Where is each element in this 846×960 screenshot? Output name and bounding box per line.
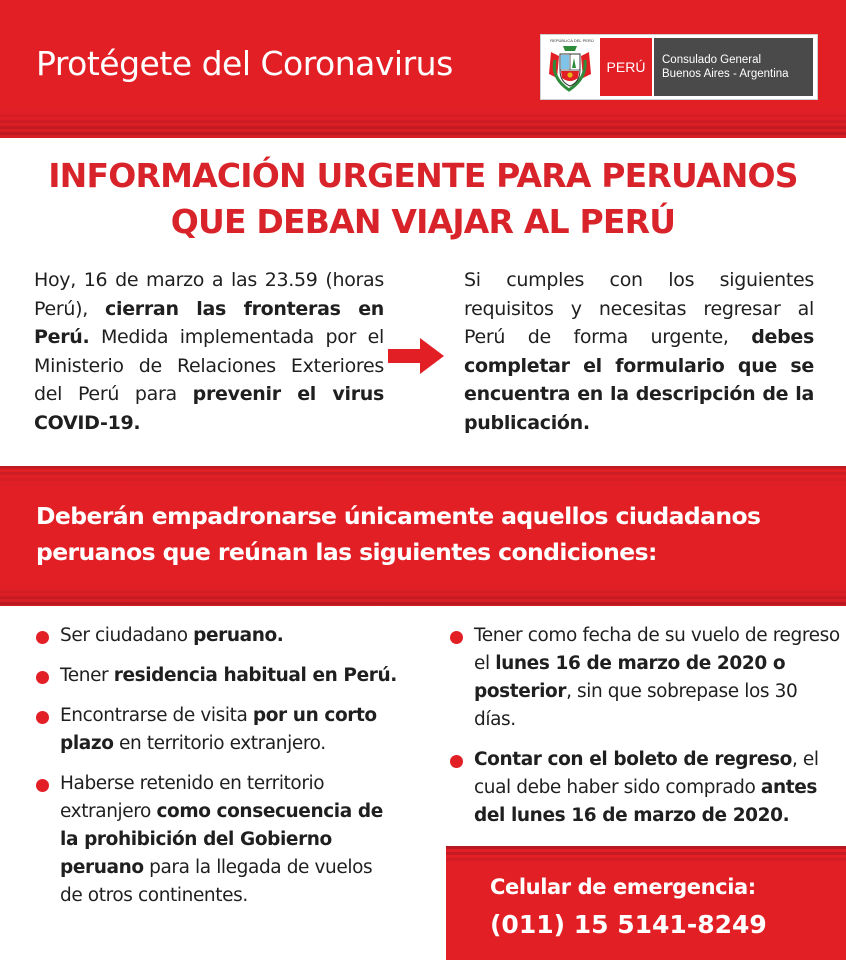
conditions-list-left xyxy=(34,622,434,910)
list-item-text: Haberse retenido en territorio extranjero xyxy=(60,773,325,822)
logo-country: PERÚ xyxy=(600,38,652,96)
conditions-heading-line1: Deberán empadronarse únicamente aquellos ciudadanos xyxy=(36,502,761,530)
conditions-band-top-fade xyxy=(0,466,846,488)
list-item-text: Tener como fecha de su vuelo de regreso el xyxy=(474,625,840,674)
intro-left-segment-bold: prevenir el virus COVID-19. xyxy=(34,383,384,434)
list-item xyxy=(34,662,434,690)
intro-left-segment: Hoy, 16 de marzo a las 23.59 (horas Perú), xyxy=(34,269,384,320)
bullet-dot-icon xyxy=(450,631,463,644)
header-stripes-fade xyxy=(0,108,846,138)
urgent-headline-line2: QUE DEBAN VIAJAR AL PERÚ xyxy=(170,202,676,241)
conditions-heading-line2: peruanos que reúnan las siguientes condiciones: xyxy=(36,538,657,566)
logo-office xyxy=(654,38,813,96)
conditions-band-bottom-fade xyxy=(0,584,846,606)
intro-left-segment: Medida implementada por el Ministerio de Relaciones Exteriores del Perú para xyxy=(34,326,384,406)
emergency-box-fade xyxy=(446,846,846,866)
list-item xyxy=(34,702,434,758)
intro-right-segment-bold: debes completar el formulario que se encuentra en la descripción de la publicación. xyxy=(464,326,814,434)
bullet-dot-icon xyxy=(36,631,49,644)
list-item-text-bold: como consecuencia de la prohibición del Gobierno peruano xyxy=(60,801,383,878)
bullet-dot-icon xyxy=(36,779,49,792)
list-item-text: en territorio extranjero. xyxy=(113,733,326,754)
logo-caption: REPÚBLICA DEL PERÚ xyxy=(550,38,594,43)
list-item-text-bold: residencia habitual en Perú. xyxy=(113,665,397,686)
logo-office-line2: Buenos Aires - Argentina xyxy=(662,68,789,80)
intro-left-segment-bold: cierran las fronteras en Perú. xyxy=(34,297,385,349)
emergency-phone[interactable]: (011) 15 5141-8249 xyxy=(490,910,767,939)
list-item-text: para la llegada de vuelos de otros continentes. xyxy=(60,857,373,906)
intro-right-segment: Si cumples con los siguientes requisitos y necesitas regresar al Perú de forma urgente, xyxy=(464,269,814,349)
right-arrow-icon xyxy=(386,334,446,378)
list-item xyxy=(34,770,434,910)
bullet-dot-icon xyxy=(450,755,463,768)
emergency-label: Celular de emergencia: xyxy=(490,875,756,899)
list-item xyxy=(448,622,840,734)
list-item xyxy=(34,622,434,650)
bullet-dot-icon xyxy=(36,671,49,684)
list-item-text: Tener xyxy=(60,665,114,686)
list-item-text: Ser ciudadano xyxy=(60,625,194,646)
peru-coat-of-arms-icon xyxy=(541,35,599,99)
list-item-text: , sin que sobrepase los 30 días. xyxy=(474,681,798,730)
list-item-text-bold: Contar con el boleto de regreso xyxy=(474,749,792,770)
consulate-logo xyxy=(540,34,818,100)
list-item-text-bold: lunes 16 de marzo de 2020 o posterior xyxy=(474,653,786,702)
urgent-headline-line1: INFORMACIÓN URGENTE PARA PERUANOS xyxy=(48,156,798,195)
bullet-dot-icon xyxy=(36,711,49,724)
campaign-title: Protégete del Coronavirus xyxy=(36,44,453,83)
list-item-text-bold: por un corto plazo xyxy=(60,705,377,754)
intro-left-paragraph xyxy=(34,266,384,438)
list-item xyxy=(448,746,840,830)
logo-office-line1: Consulado General xyxy=(662,54,762,66)
urgent-headline xyxy=(0,153,846,245)
conditions-heading xyxy=(36,498,826,570)
list-item-text-bold: peruano. xyxy=(193,625,284,646)
list-item-text: Encontrarse de visita xyxy=(60,705,253,726)
list-item-text: , el cual debe haber sido comprado xyxy=(474,749,819,798)
intro-right-paragraph xyxy=(464,266,814,438)
emergency-box xyxy=(446,846,846,960)
list-item-text-bold: antes del lunes 16 de marzo de 2020. xyxy=(474,777,817,826)
conditions-list-right xyxy=(448,622,840,830)
